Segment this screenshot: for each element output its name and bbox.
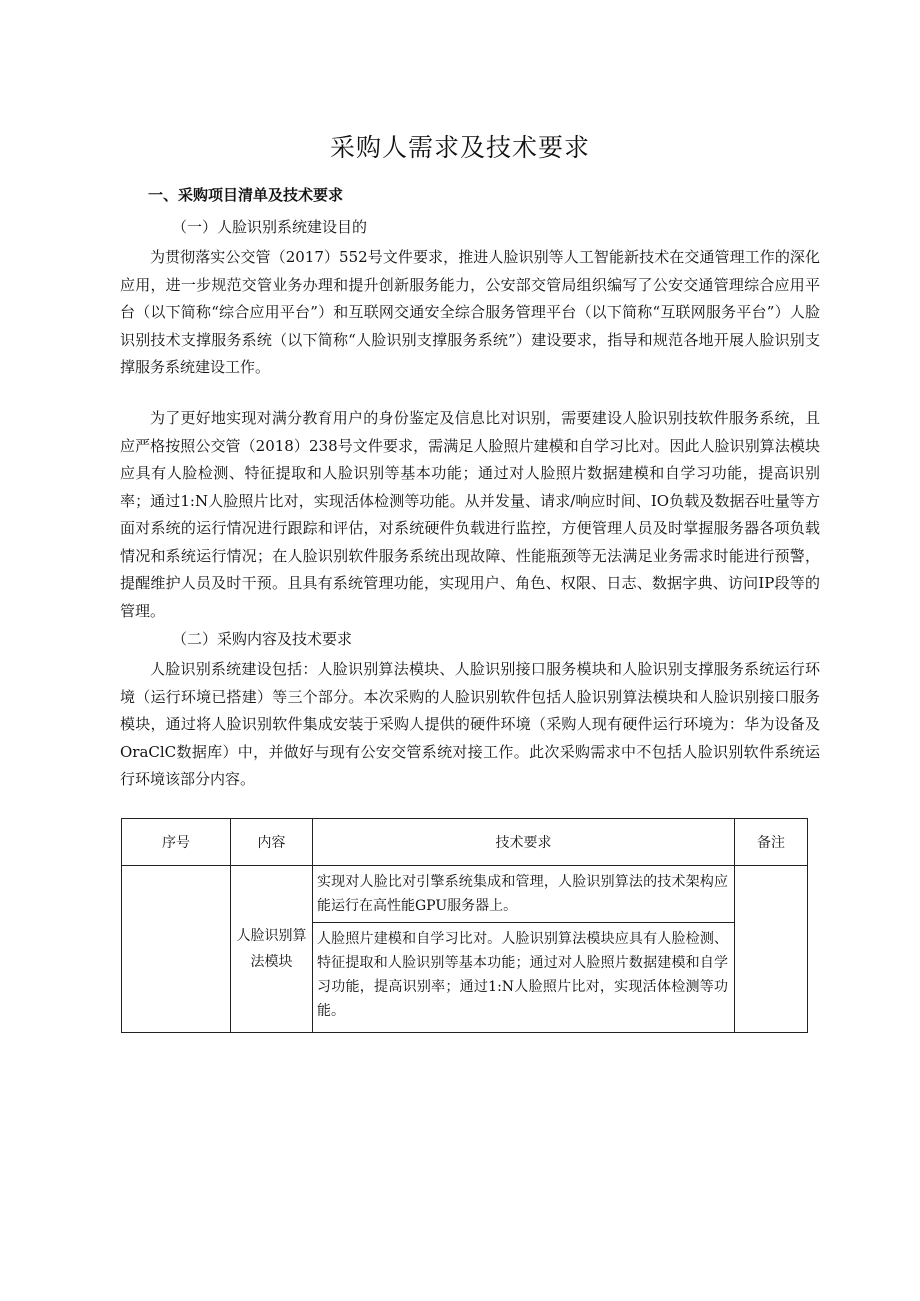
page-title: 采购人需求及技术要求 xyxy=(329,133,590,162)
paragraph-requirements: 为了更好地实现对满分教育用户的身份鉴定及信息比对识别，需要建设人脸识别技软件服务系统，且应严格按照公交管（2018）238号文件要求，需满足人脸照片建模和自学习比对。因此人脸识别算法模块应具有人脸检测、特征提取和人脸识别等基本功能；通过对人脸照片数据建模和自学习功能，提高识别率；通过1:N人脸照片比对，实现活体检测等功能。从并发量、请求/响应时间、IO负载及数据吞吐量等方面对系统的运行情况进行跟踪和评估，对系统硬件负载进行监控，方便管理人员及时掌握服务器各项负载情况和系统运行情况；在人脸识别软件服务系统出现故障、性能瓶颈等无法满足业务需求时能进行预警，提醒维护人员及时干预。且具有系统管理功能，实现用户、角色、权限、日志、数据字典、访问IP段等的管理。 xyxy=(120,409,820,620)
cell-note xyxy=(735,866,808,1033)
table-row xyxy=(122,866,808,1033)
paragraph-scope: 人脸识别系统建设包括：人脸识别算法模块、人脸识别接口服务模块和人脸识别支撑服务系统运行环境（运行环境已搭建）等三个部分。本次采购的人脸识别软件包括人脸识别算法模块和人脸识别接口服务模块，通过将人脸识别软件集成安装于采购人提供的硬件环境（采购人现有硬件运行环境为：华为设备及OraClC数据库）中，并做好与现有公安交管系统对接工作。此次采购需求中不包括人脸识别软件系统运行环境该部分内容。 xyxy=(120,660,820,788)
cell-requirements xyxy=(313,866,735,1033)
cell-no xyxy=(122,866,231,1033)
requirement-item: 人脸照片建模和自学习比对。人脸识别算法模块应具有人脸检测、特征提取和人脸识别等基本功能；通过对人脸照片数据建模和自学习功能，提高识别率；通过1:N人脸照片比对，实现活体检测等功能。 xyxy=(313,922,734,1027)
header-requirement: 技术要求 xyxy=(313,819,735,866)
header-note: 备注 xyxy=(735,819,808,866)
requirements-table xyxy=(121,818,808,1033)
header-content: 内容 xyxy=(231,819,313,866)
header-no: 序号 xyxy=(122,819,231,866)
requirement-item: 实现对人脸比对引擎系统集成和管理，人脸识别算法的技术架构应能运行在高性能GPU服务器上。 xyxy=(317,874,728,914)
subsection-heading-2: （二）采购内容及技术要求 xyxy=(172,630,353,648)
section-heading-1: 一、采购项目清单及技术要求 xyxy=(148,186,344,204)
table-header-row xyxy=(122,819,808,866)
cell-content: 人脸识别算法模块 xyxy=(231,866,313,1033)
subsection-heading-1: （一）人脸识别系统建设目的 xyxy=(172,218,368,236)
paragraph-purpose: 为贯彻落实公交管（2017）552号文件要求，推进人脸识别等人工智能新技术在交通管理工作的深化应用，进一步规范交管业务办理和提升创新服务能力，公安部交管局组织编写了公安交通管理综合应用平台（以下简称“综合应用平台”）和互联网交通安全综合服务管理平台（以下简称“互联网服务平台”）人脸识别技术支撑服务系统（以下简称“人脸识别支撑服务系统”）建设要求，指导和规范各地开展人脸识别支撑服务系统建设工作。 xyxy=(120,248,820,376)
